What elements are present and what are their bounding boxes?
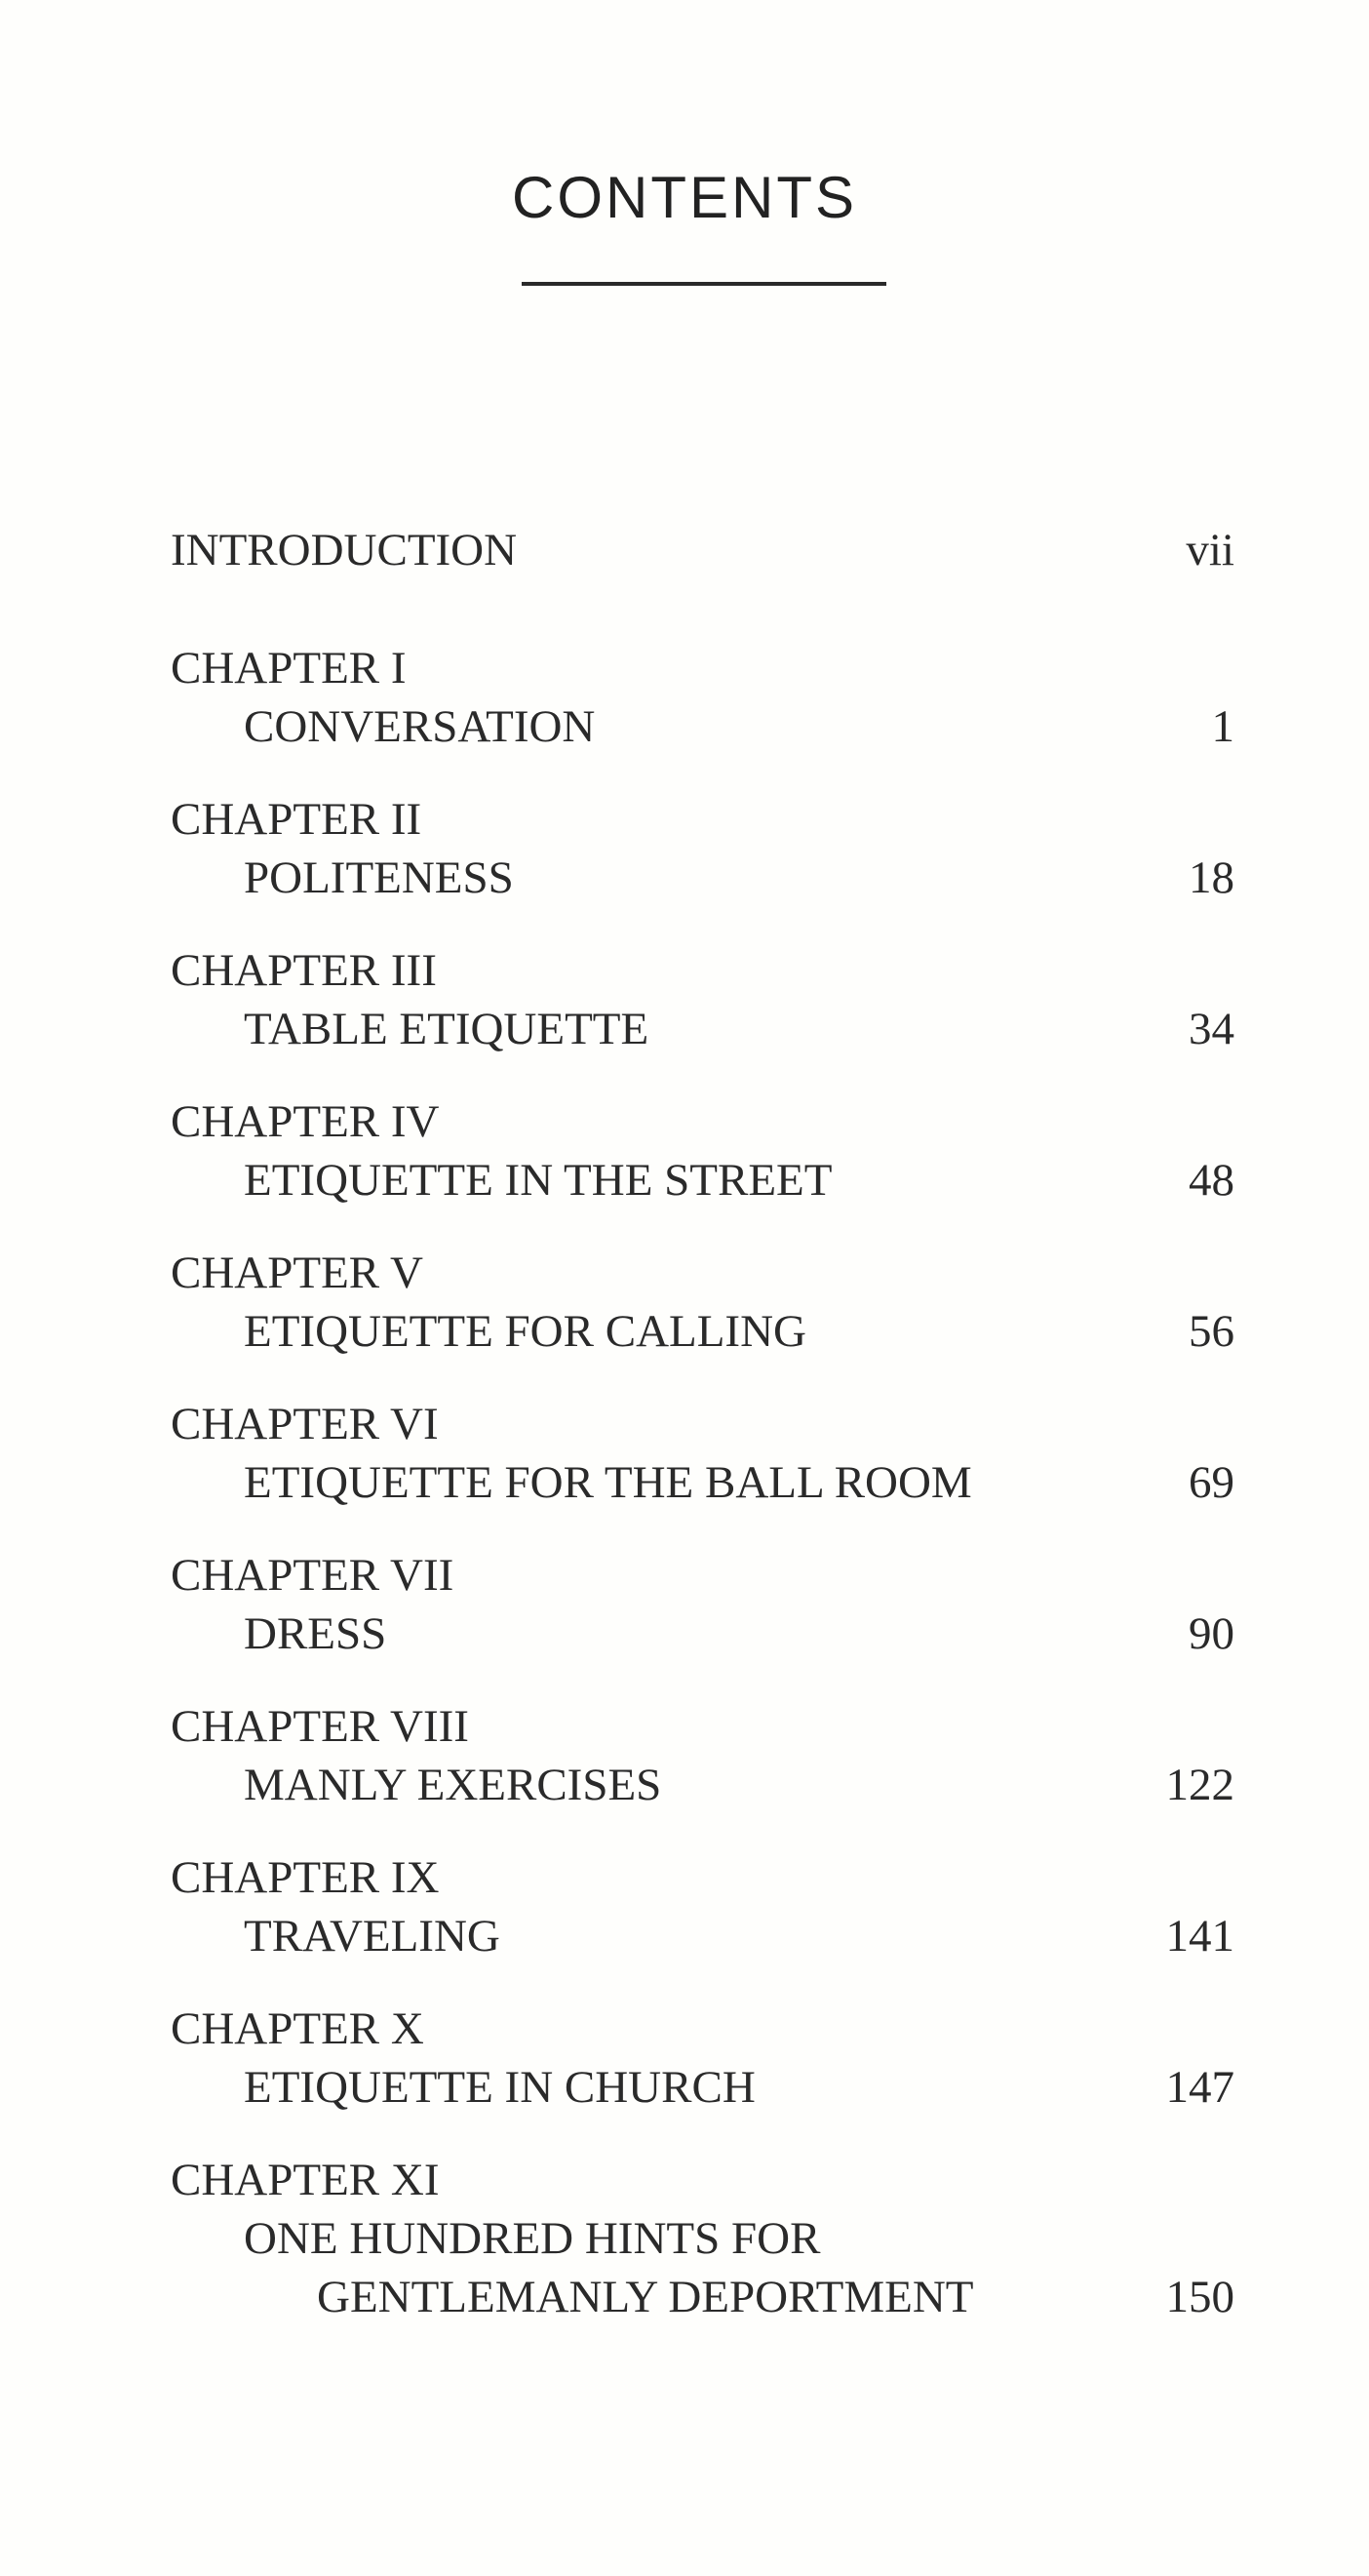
chapter-page-number: 141: [1165, 1911, 1234, 1962]
chapter-page-number: 18: [1189, 852, 1234, 903]
chapter-heading: CHAPTER VIII: [171, 1701, 469, 1752]
chapter-heading: CHAPTER IX: [171, 1852, 440, 1903]
chapter-page-number: 34: [1189, 1004, 1234, 1054]
chapter-heading: CHAPTER XI: [171, 2155, 440, 2205]
chapter-title: ETIQUETTE IN THE STREET: [244, 1155, 833, 1206]
page-title: CONTENTS: [512, 165, 857, 230]
chapter-page-number: 147: [1165, 2062, 1234, 2113]
chapter-heading: CHAPTER VI: [171, 1399, 439, 1449]
chapter-heading: CHAPTER IV: [171, 1096, 440, 1147]
chapter-page-number: 56: [1189, 1306, 1234, 1357]
chapter-title-continuation: GENTLEMANLY DEPORTMENT: [317, 2272, 974, 2322]
toc-introduction-label: INTRODUCTION: [171, 525, 518, 575]
chapter-title: ETIQUETTE FOR THE BALL ROOM: [244, 1457, 972, 1508]
chapter-heading: CHAPTER I: [171, 643, 407, 694]
chapter-heading: CHAPTER VII: [171, 1550, 454, 1601]
chapter-title: ONE HUNDRED HINTS FOR: [244, 2213, 821, 2264]
chapter-page-number: 1: [1211, 701, 1234, 752]
chapter-heading: CHAPTER X: [171, 2003, 424, 2054]
chapter-page-number: 48: [1189, 1155, 1234, 1206]
chapter-heading: CHAPTER II: [171, 794, 422, 845]
chapter-heading: CHAPTER V: [171, 1248, 423, 1298]
chapter-title: CONVERSATION: [244, 701, 596, 752]
toc-introduction-page: vii: [1186, 525, 1234, 575]
chapter-page-number: 69: [1189, 1457, 1234, 1508]
chapter-title: TABLE ETIQUETTE: [244, 1004, 649, 1054]
chapter-title: DRESS: [244, 1608, 387, 1659]
chapter-title: TRAVELING: [244, 1911, 500, 1962]
chapter-title: ETIQUETTE FOR CALLING: [244, 1306, 806, 1357]
chapter-page-number: 122: [1165, 1760, 1234, 1810]
chapter-title: ETIQUETTE IN CHURCH: [244, 2062, 756, 2113]
chapter-page-number: 150: [1165, 2272, 1234, 2322]
chapter-page-number: 90: [1189, 1608, 1234, 1659]
title-underline: [522, 282, 886, 286]
chapter-title: MANLY EXERCISES: [244, 1760, 662, 1810]
chapter-heading: CHAPTER III: [171, 945, 437, 996]
chapter-title: POLITENESS: [244, 852, 514, 903]
